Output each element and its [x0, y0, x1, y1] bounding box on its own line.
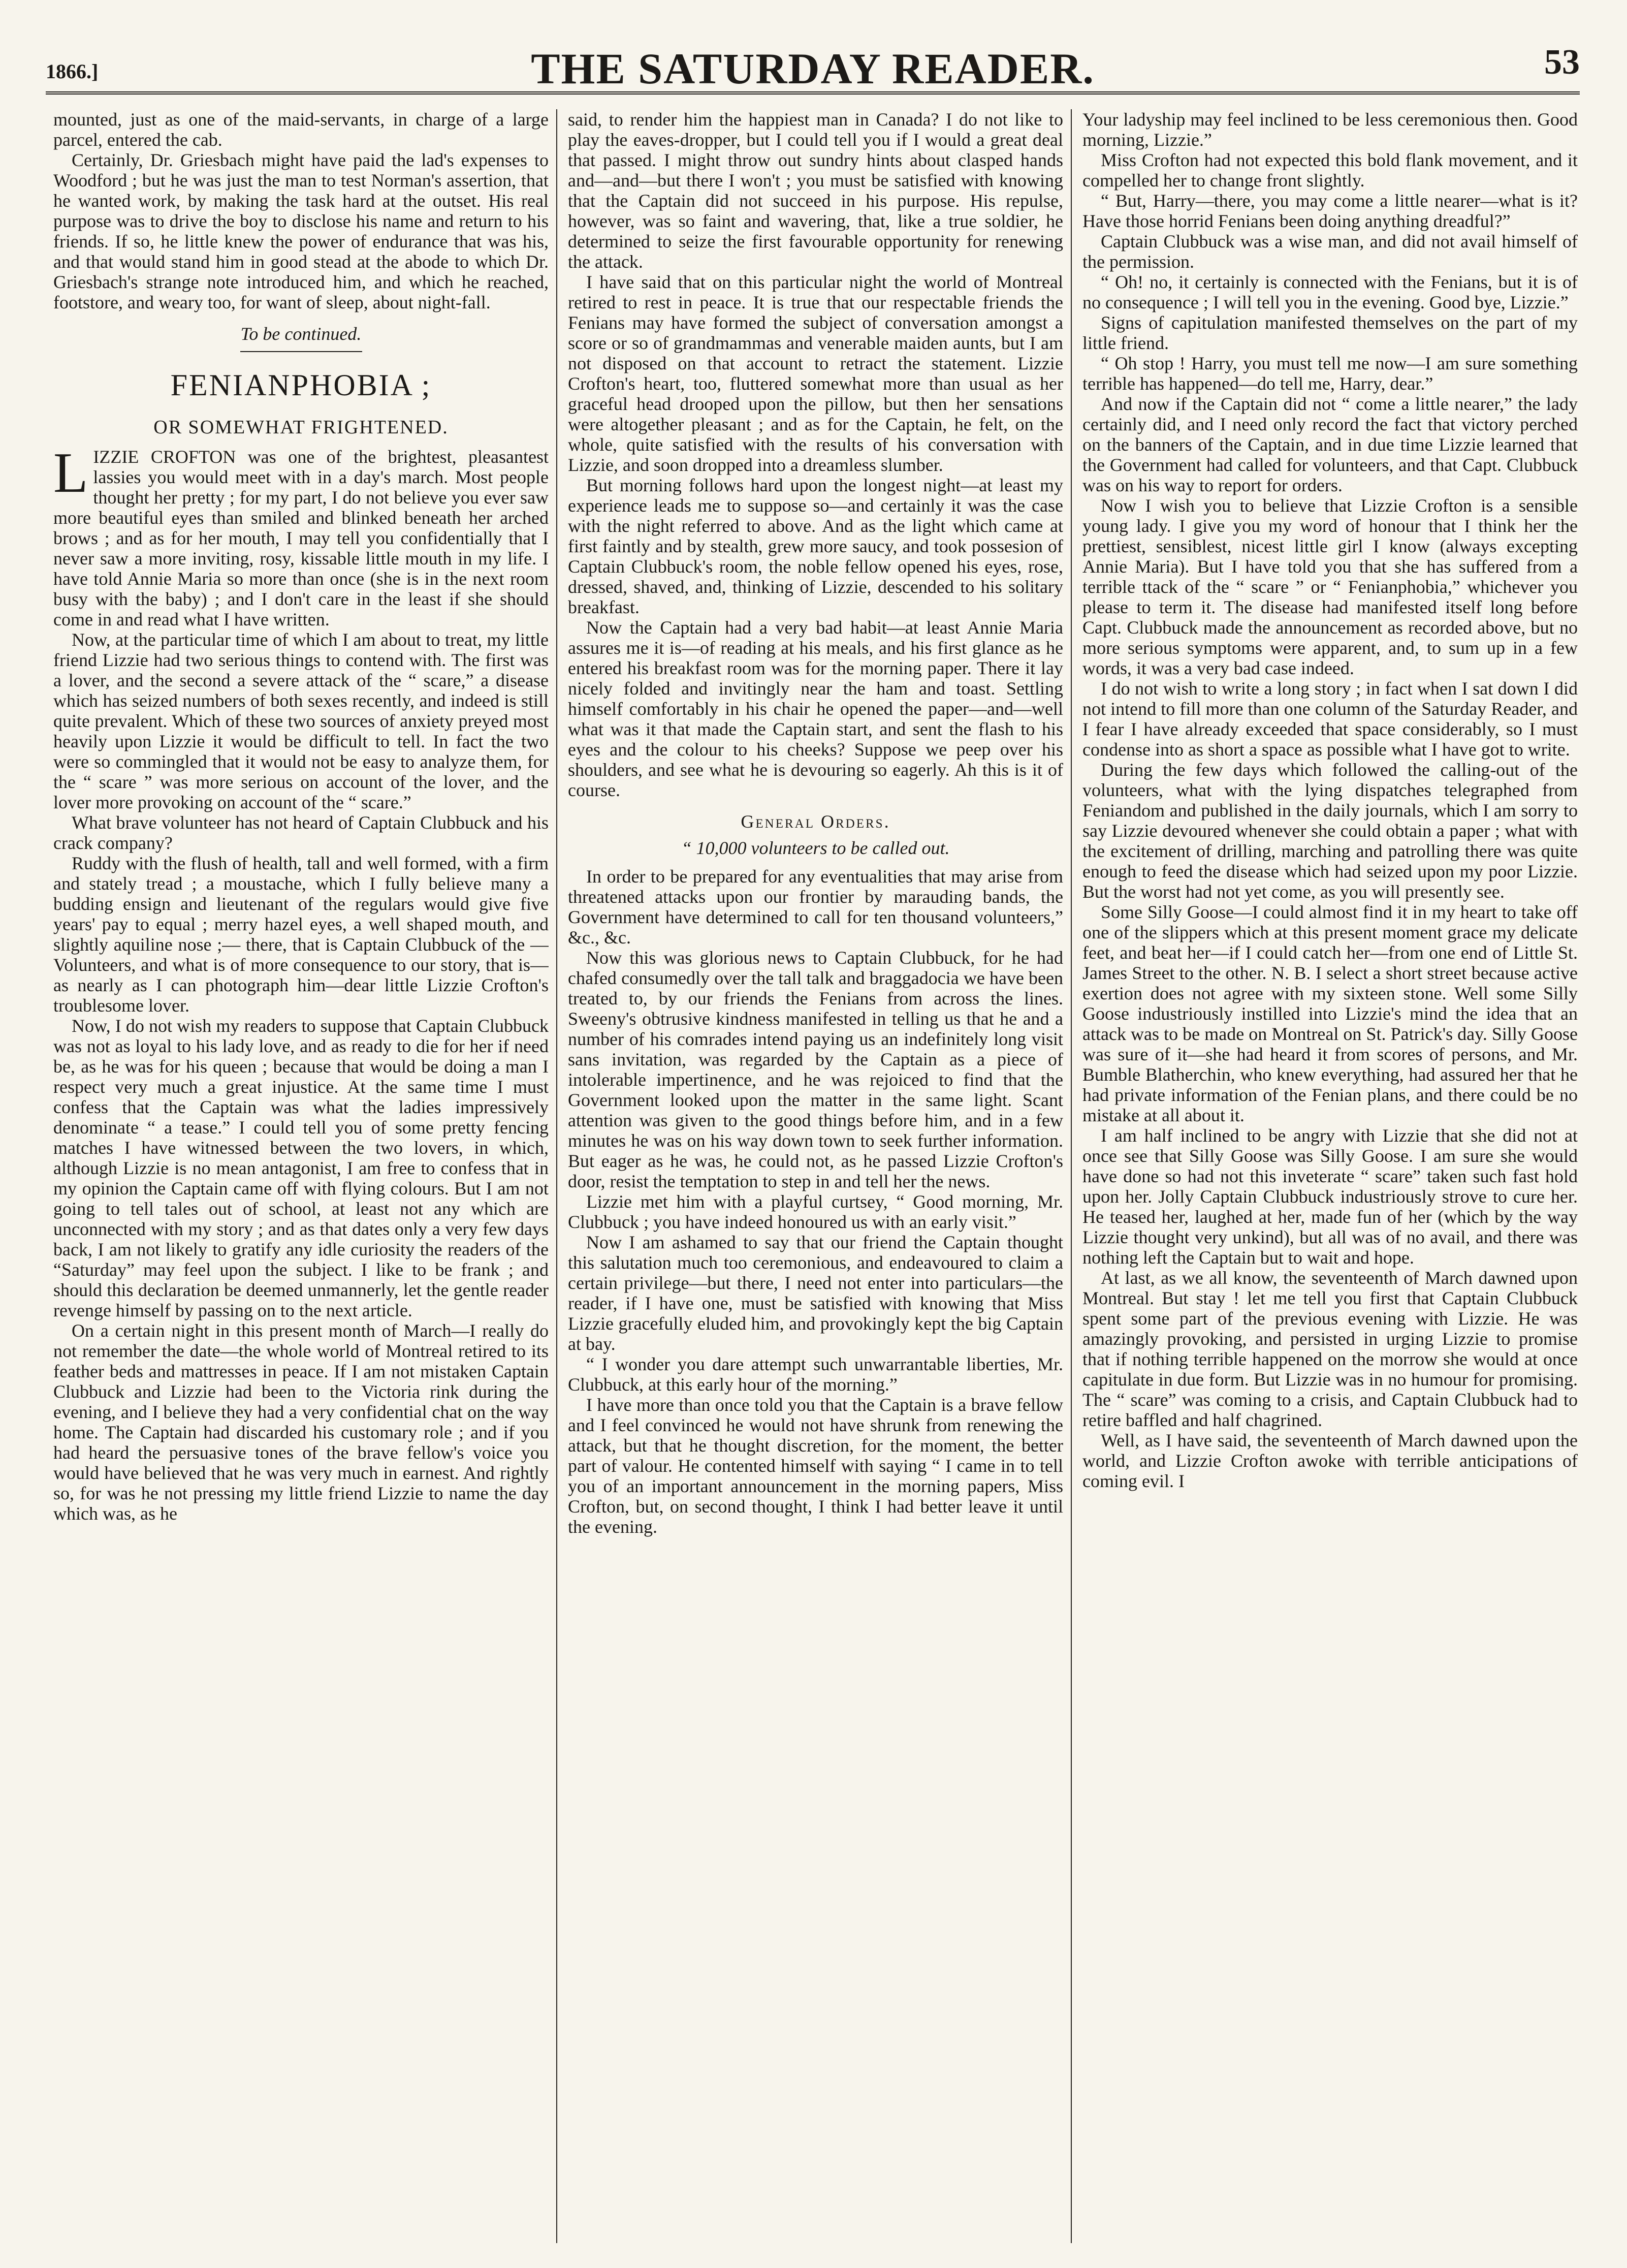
- paragraph: Signs of capitulation manifested themselves on the part of my little friend.: [1082, 312, 1578, 353]
- paragraph: mounted, just as one of the maid-servants, in charge of a large parcel, entered the cab.: [53, 109, 549, 150]
- paragraph: Now the Captain had a very bad habit—at least Annie Maria assures me it is—of reading at his meals, and his first glance as he entered his breakfast room was for the morning paper. There it lay nicely folded and invitingly near the ham and toast. Settling himself comfortably in his chair he opened the paper—and—well what was it that made the Captain start, and sent the flash to his eyes and the colour to his cheeks? Suppose we peep over his shoulders, and see what he is devouring so eagerly. Ah this is it of course.: [568, 617, 1063, 800]
- paragraph: Your ladyship may feel inclined to be less ceremonious then. Good morning, Lizzie.”: [1082, 109, 1578, 150]
- paragraph-text: IZZIE CROFTON was one of the brightest, pleasantest lassies you would meet with in a day's march. Most people thought her pretty ; for my part, I do not believe you ever saw more beautiful eyes than smiled and blinked beneath her arched brows ; and as for her mouth, I may tell you confidentially that I never saw a more inviting, rosy, kissable little mouth in my life. I have told Annie Maria so more than once (she is in the next room busy with the baby) ; and I don't care in the least if she should come in and read what I have written.: [53, 447, 549, 629]
- paragraph: I have said that on this particular night the world of Montreal retired to rest in peace. It is true that our respectable friends the Fenians may have formed the subject of conversation amongst a score or so of grandmammas and venerable maiden aunts, but I am not disposed on that account to retract the statement. Lizzie Crofton's heart, too, fluttered somewhat more than usual as her graceful head drooped upon the pillow, but then her sensations were altogether pleasant ; and as for the Captain, he felt, on the whole, quite satisfied with the results of his conversation with Lizzie, and soon dropped into a dreamless slumber.: [568, 272, 1063, 475]
- paragraph: What brave volunteer has not heard of Captain Clubbuck and his crack company?: [53, 812, 549, 853]
- paragraph: And now if the Captain did not “ come a little nearer,” the lady certainly did, and I need only record the fact that victory perched on the banners of the Captain, and in due time Lizzie learned that the Government had called for volunteers, and that Capt. Clubbuck was on his way to report for orders.: [1082, 394, 1578, 495]
- page-number: 53: [1544, 43, 1580, 82]
- paragraph: On a certain night in this present month of March—I really do not remember the date—the whole world of Montreal retired to its feather beds and mattresses in peace. If I am not mistaken Captain Clubbuck and Lizzie had been to the Victoria rink during the evening, and I believe they had a very confidential chat on the way home. The Captain had discarded his customary role ; and if you had heard the persuasive tones of the brave fellow's voice you would have believed that he was very much in earnest. And rightly so, for was he not pressing my little friend Lizzie to name the day which was, as he: [53, 1320, 549, 1524]
- paragraph: “ I wonder you dare attempt such unwarrantable liberties, Mr. Clubbuck, at this early hour of the morning.”: [568, 1354, 1063, 1395]
- paragraph: “ Oh! no, it certainly is connected with the Fenians, but it is of no consequence ; I will tell you in the evening. Good bye, Lizzie.”: [1082, 272, 1578, 312]
- paragraph: I am half inclined to be angry with Lizzie that she did not at once see that Silly Goose was Silly Goose. I am sure she would have done so had not this inveterate “ scare” taken such fast hold upon her. Jolly Captain Clubbuck industriously strove to cure her. He teased her, laughed at her, made fun of her (which by the way Lizzie thought very unkind), but all was of no avail, and there was nothing left the Captain but to wait and hope.: [1082, 1125, 1578, 1268]
- paragraph: Captain Clubbuck was a wise man, and did not avail himself of the permission.: [1082, 231, 1578, 272]
- paragraph: Ruddy with the flush of health, tall and well formed, with a firm and stately tread ; a moustache, which I fully believe many a budding ensign and lieutenant of the regulars would give five years' pay to equal ; merry hazel eyes, a well shaped mouth, and slightly aquiline nose ;— there, that is Captain Clubbuck of the — Volunteers, and what is of more consequence to our story, that is—as nearly as I can photograph him—dear little Lizzie Crofton's troublesome lover.: [53, 853, 549, 1016]
- paragraph: Now, at the particular time of which I am about to treat, my little friend Lizzie had two serious things to contend with. The first was a lover, and the second a severe attack of the “ scare,” a disease which has seized numbers of both sexes recently, and indeed is still quite prevalent. Which of these two sources of anxiety preyed most heavily upon Lizzie it would be difficult to tell. In fact the two were so commingled that it would not be easy to analyze them, for the “ scare ” was more serious on account of the lover, and the lover more provoking on account of the “ scare.”: [53, 629, 549, 812]
- general-orders-subheading: “ 10,000 volunteers to be called out.: [681, 838, 950, 858]
- paragraph: Now I wish you to believe that Lizzie Crofton is a sensible young lady. I give you my word of honour that I think her the prettiest, sensiblest, nicest little girl I know (always excepting Annie Maria). But I have told you that she has suffered from a terrible ttack of the “ scare ” or “ Fenianphobia,” whichever you please to term it. The disease had manifested itself long before Capt. Clubbuck made the announcement as recorded above, but no more serious symptoms were apparent, and, to sum up in a few words, it was a very bad case indeed.: [1082, 495, 1578, 678]
- paragraph: But morning follows hard upon the longest night—at least my experience leads me to suppose so—and certainly it was the case with the night referred to above. And as the light which came at first faintly and by stealth, grew more saucy, and took possesion of Captain Clubbuck's room, the noble fellow opened his eyes, rose, dressed, shaved, and, thinking of Lizzie, descended to his solitary breakfast.: [568, 475, 1063, 617]
- paragraph: Some Silly Goose—I could almost find it in my heart to take off one of the slippers which at this present moment grace my delicate feet, and beat her—if I could catch her—from one end of Little St. James Street to the other. N. B. I select a short street because active exertion does not agree with my sixteen stone. Well some Silly Goose industriously instilled into Lizzie's mind the idea that an attack was to be made on Montreal on St. Patrick's day. Silly Goose was sure of it—she had heard it from scores of persons, and Mr. Bumble Blatherchin, who knew everything, had assured her that he had private information of the Fenian plans, and there could be no mistake at all about it.: [1082, 902, 1578, 1125]
- paragraph: “ But, Harry—there, you may come a little nearer—what is it? Have those horrid Fenians been doing anything dreadful?”: [1082, 191, 1578, 231]
- paragraph: said, to render him the happiest man in Canada? I do not like to play the eaves-dropper, but I could tell you if I would a great deal that passed. I might throw out sundry hints about clasped hands and—and—but there I won't ; you must be satisfied with knowing that the Captain did not succeed in his purpose. His repulse, however, was so faint and wavering, that, like a true soldier, he determined to seize the first favourable opportunity for renewing the attack.: [568, 109, 1063, 272]
- paragraph: Miss Crofton had not expected this bold flank movement, and it compelled her to change front slightly.: [1082, 150, 1578, 191]
- opening-paragraph: [53, 442, 549, 629]
- paragraph: At last, as we all know, the seventeenth of March dawned upon Montreal. But stay ! let me tell you first that Captain Clubbuck spent some part of the previous evening with Lizzie. He was amazingly provoking, and persisted in urging Lizzie to promise that if nothing terrible happened on the morrow she would at once capitulate in due form. But Lizzie was in no humour for promising. The “ scare” was coming to a crisis, and Captain Clubbuck had to retire baffled and half chagrined.: [1082, 1268, 1578, 1430]
- paragraph: Lizzie met him with a playful curtsey, “ Good morning, Mr. Clubbuck ; you have indeed honoured us with an early visit.”: [568, 1191, 1063, 1232]
- general-orders-heading: General Orders.: [741, 811, 890, 832]
- article-title: FENIANPHOBIA ;: [170, 368, 432, 402]
- paragraph: Well, as I have said, the seventeenth of March dawned upon the world, and Lizzie Crofton awoke with terrible anticipations of coming evil. I: [1082, 1430, 1578, 1491]
- drop-cap: L: [53, 442, 88, 505]
- masthead-title: THE SATURDAY READER.: [531, 44, 1095, 93]
- paragraph: Now, I do not wish my readers to suppose that Captain Clubbuck was not as loyal to his lady love, and as ready to die for her if need be, as he was for his queen ; because that would be doing a man I respect very much a great injustice. At the same time I must confess that the Captain was what the ladies impressively denominate “ a tease.” I could tell you of some pretty fencing matches I have witnessed between the two lovers, in which, although Lizzie is no mean antagonist, I am free to confess that in my opinion the Captain came off with flying colours. But I am not going to tell tales out of school, at least not any which are unconnected with my story ; and as that dates only a very few days back, I am not likely to gratify any idle curiosity the readers of the “Saturday” may feel upon the subject. I like to be frank ; and should this declaration be deemed unmannerly, let the gentle reader revenge himself by passing on to the next article.: [53, 1016, 549, 1320]
- column-1: [53, 109, 549, 2243]
- issue-date: 1866.]: [46, 60, 99, 83]
- paragraph: I have more than once told you that the Captain is a brave fellow and I feel convinced he would not have shrunk from renewing the attack, but that he thought discretion, for the moment, the better part of valour. He contented himself with saying “ I came in to tell you of an important announcement in the morning papers, Miss Crofton, but, on second thought, I think I had better leave it until the evening.: [568, 1395, 1063, 1537]
- page-header: [46, 28, 1580, 97]
- to-be-continued: To be continued.: [240, 324, 362, 344]
- paragraph: Now this was glorious news to Captain Clubbuck, for he had chafed consumedly over the tall talk and braggadocia we have been treated to, by our friends the Fenians from across the lines. Sweeny's obtrusive kindness manifested in telling us that he and a number of his comrades intend paying us an indefinitely long visit sans invitation, was regarded by the Captain as a piece of intolerable impertinence, and he was rejoiced to find that the Government looked upon the matter in the same light. Scant attention was given to the good things before him, and in a few minutes he was on his way down town to seek further information. But eager as he was, he could not, as he passed Lizzie Crofton's door, resist the temptation to step in and tell her the news.: [568, 948, 1063, 1191]
- paragraph: In order to be prepared for any eventualities that may arise from threatened attacks upon our frontier by marauding bands, the Government have determined to call for ten thousand volunteers,” &c., &c.: [568, 866, 1063, 948]
- column-3: [1082, 109, 1578, 2243]
- column-divider: [556, 109, 557, 2243]
- paragraph: “ Oh stop ! Harry, you must tell me now—I am sure something terrible has happened—do tell me, Harry, dear.”: [1082, 353, 1578, 394]
- paragraph: Now I am ashamed to say that our friend the Captain thought this salutation much too ceremonious, and endeavoured to claim a certain privilege—but there, I need not enter into particulars—the reader, if I have one, must be satisfied with knowing that Miss Lizzie gracefully eluded him, and provokingly kept the big Captain at bay.: [568, 1232, 1063, 1354]
- section-divider: [240, 351, 362, 352]
- paragraph: I do not wish to write a long story ; in fact when I sat down I did not intend to fill more than one column of the Saturday Reader, and I fear I have already exceeded that space considerably, so I must condense into as short a space as possible what I have got to write.: [1082, 678, 1578, 760]
- article-subtitle: OR SOMEWHAT FRIGHTENED.: [153, 417, 449, 438]
- column-divider: [1071, 109, 1072, 2243]
- paragraph: Certainly, Dr. Griesbach might have paid the lad's expenses to Woodford ; but he was just the man to test Norman's assertion, that he wanted work, by making the task hard at the outset. His real purpose was to drive the boy to disclose his name and return to his friends. If so, he little knew the power of endurance that was his, and that would stand him in good stead at the abode to which Dr. Griesbach's strange note introduced him, and which he reached, footstore, and weary too, for want of sleep, about night-fall.: [53, 150, 549, 312]
- column-2: [568, 109, 1063, 2243]
- header-rule: [46, 91, 1580, 94]
- paragraph: During the few days which followed the calling-out of the volunteers, what with the lying dispatches telegraphed from Feniandom and published in the daily journals, which I am sorry to say Lizzie devoured whenever she could obtain a paper ; what with the excitement of drilling, marching and patrolling there was quite enough to feed the disease which had seized upon my poor Lizzie. But the worst had not yet come, as you will presently see.: [1082, 760, 1578, 902]
